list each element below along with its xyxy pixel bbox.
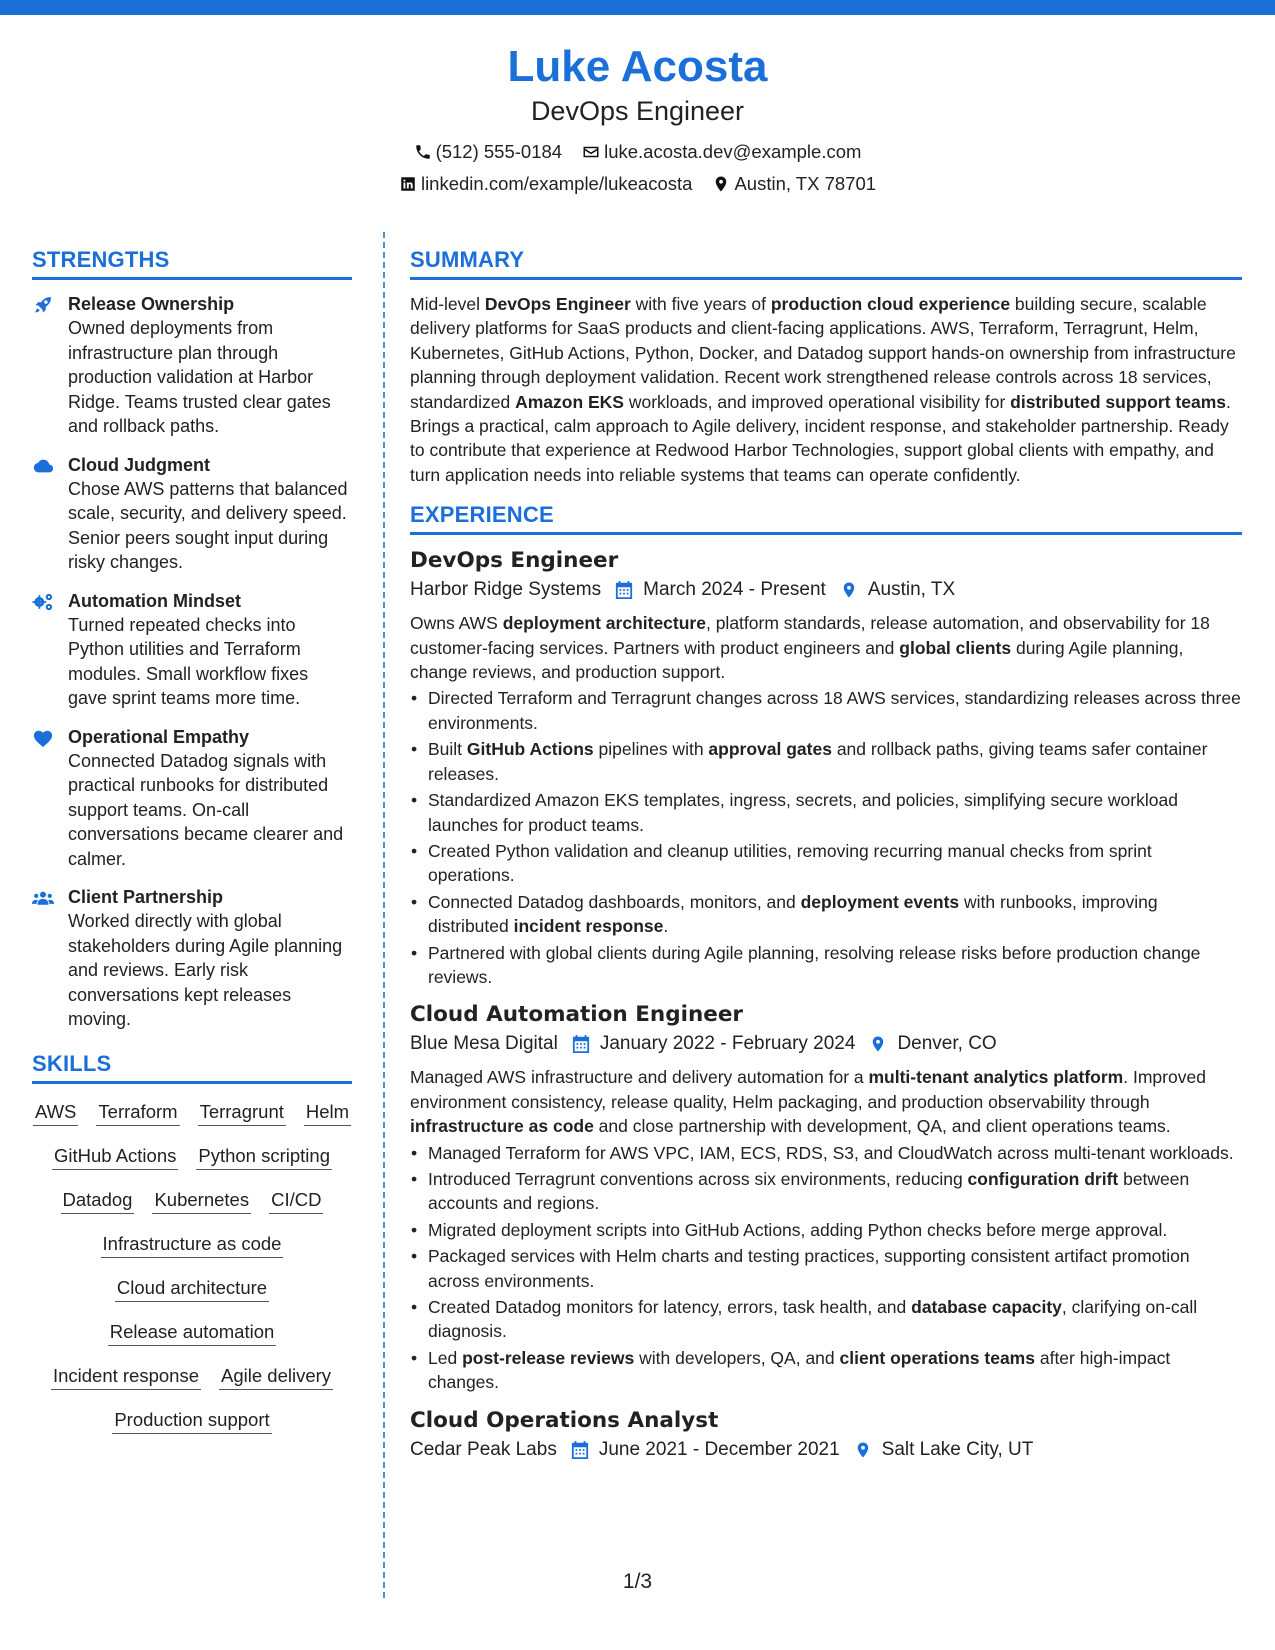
job-meta — [410, 1435, 1242, 1465]
experience-heading: EXPERIENCE — [410, 501, 1242, 535]
summary-heading: SUMMARY — [410, 246, 1242, 280]
strength-name: Cloud Judgment — [68, 454, 210, 475]
job-title: Cloud Operations Analyst — [410, 1407, 719, 1433]
job-dates: March 2024 - Present — [615, 575, 826, 605]
strengths-heading: STRENGTHS — [32, 246, 352, 280]
job-location: Austin, TX — [840, 575, 955, 605]
job-company: Harbor Ridge Systems — [410, 579, 602, 601]
skill-tag: Helm — [304, 1100, 351, 1126]
skill-row — [32, 1408, 352, 1434]
job-bullet: • Introduced Terragrunt conventions across six environments, reducing configuration drift between accounts and regions. — [428, 1167, 1242, 1216]
strength-name: Automation Mindset — [68, 590, 241, 611]
skill-tag: Cloud architecture — [115, 1276, 269, 1302]
skill-tag: Infrastructure as code — [101, 1232, 284, 1258]
candidate-title: DevOps Engineer — [530, 96, 745, 126]
strength-item — [32, 292, 352, 439]
job-entry — [410, 547, 1242, 989]
linkedin-contact[interactable] — [399, 168, 692, 200]
heart-icon — [32, 728, 54, 748]
job-meta — [410, 1029, 1242, 1059]
skill-tag: Datadog — [61, 1188, 135, 1214]
job-bullet: • Created Datadog monitors for latency, errors, task health, and database capacity, clarifying on-call diagnosis. — [428, 1295, 1242, 1344]
strength-name: Release Ownership — [68, 294, 235, 314]
skills-heading: SKILLS — [32, 1050, 352, 1084]
strength-name: Client Partnership — [68, 887, 224, 907]
skill-tag: Terragrunt — [198, 1100, 286, 1126]
skill-tag: Python scripting — [196, 1144, 332, 1170]
job-entry — [410, 1407, 1242, 1465]
job-title: Cloud Automation Engineer — [410, 1002, 744, 1028]
job-bullet: • Directed Terraform and Terragrunt changes across 18 AWS services, standardizing releases across three environments. — [428, 686, 1242, 735]
left-column — [32, 246, 352, 1452]
skill-tag: AWS — [33, 1100, 78, 1126]
job-bullet: • Packaged services with Helm charts and testing practices, supporting consistent artifact promotion across environments. — [428, 1244, 1242, 1293]
right-column — [410, 246, 1242, 1477]
job-description: Owns AWS deployment architecture, platform standards, release automation, and observability for 18 customer-facing services. Partners with product engineers and global clients during Agile planning, change reviews, and production support. — [410, 613, 1210, 683]
rocket-icon — [32, 295, 54, 315]
gears-icon — [32, 592, 54, 612]
job-dates: June 2021 - December 2021 — [571, 1435, 840, 1465]
job-company: Blue Mesa Digital — [410, 1033, 558, 1055]
map-pin-icon — [712, 175, 730, 193]
skills-list — [32, 1100, 352, 1434]
strength-desc: Owned deployments from infrastructure plan through production validation at Harbor Ridge. Teams trusted clear gates and rollback paths. — [68, 318, 331, 436]
calendar-icon — [615, 580, 633, 600]
skill-row — [32, 1100, 352, 1126]
job-location: Salt Lake City, UT — [854, 1435, 1034, 1465]
strength-desc: Worked directly with global stakeholders during Agile planning and reviews. Early risk conversations kept releases moving. — [68, 911, 343, 1029]
skill-tag: GitHub Actions — [52, 1144, 178, 1170]
strength-item — [32, 453, 352, 575]
top-accent-bar — [0, 0, 1275, 15]
skill-row — [32, 1364, 352, 1390]
strength-item — [32, 589, 352, 711]
skill-tag: Agile delivery — [219, 1364, 333, 1390]
email-text: luke.acosta.dev@example.com — [604, 141, 862, 162]
experience-list — [410, 547, 1242, 1464]
job-bullet: • Partnered with global clients during Agile planning, resolving release risks before production change reviews. — [428, 941, 1242, 990]
skill-tag: Release automation — [108, 1320, 277, 1346]
job-bullet: • Managed Terraform for AWS VPC, IAM, ECS, RDS, S3, and CloudWatch across multi-tenant workloads. — [428, 1141, 1242, 1165]
strength-item — [32, 725, 352, 872]
job-location: Denver, CO — [869, 1029, 996, 1059]
job-bullets — [410, 686, 1242, 989]
cloud-icon — [32, 456, 54, 476]
map-pin-icon — [840, 580, 858, 600]
strength-desc: Turned repeated checks into Python utilities and Terraform modules. Small workflow fixes gave sprint teams more time. — [68, 614, 309, 708]
job-company: Cedar Peak Labs — [410, 1438, 557, 1460]
column-divider — [383, 232, 385, 1598]
contact-line-2 — [0, 168, 1275, 200]
location-contact — [712, 168, 876, 200]
phone-contact — [414, 136, 563, 168]
skill-row — [32, 1232, 352, 1258]
summary-text: Mid-level DevOps Engineer with five years of production cloud experience building secure, scalable delivery platforms for SaaS products and client-facing applications. AWS, Terraform, Terragrunt, Helm, Kubernetes, GitHub Actions, Python, Docker, and Datadog support hands-on ownership from infrastructure planning through deployment validation. Recent work strengthened release controls across 18 services, standardized Amazon EKS workloads, and improved operational visibility for distributed support teams. Brings a practical, calm approach to Agile delivery, incident response, and stakeholder partnership. Ready to contribute that experience at Redwood Harbor Technologies, support global clients with empathy, and turn application needs into reliable systems that teams can operate confidently. — [410, 294, 1236, 485]
job-bullets — [410, 1141, 1242, 1395]
strength-item — [32, 885, 352, 1032]
resume-header — [0, 40, 1275, 200]
candidate-name: Luke Acosta — [507, 42, 768, 91]
linkedin-icon — [399, 175, 417, 193]
skill-row — [32, 1144, 352, 1170]
skill-tag: Terraform — [96, 1100, 179, 1126]
phone-icon — [414, 143, 432, 161]
email-contact[interactable] — [582, 136, 861, 168]
linkedin-text: linkedin.com/example/lukeacosta — [420, 173, 693, 194]
skill-row — [32, 1188, 352, 1214]
strength-desc: Connected Datadog signals with practical runbooks for distributed support teams. On-call conversations became clearer and calmer. — [68, 750, 344, 869]
map-pin-icon — [854, 1440, 872, 1460]
page-number: 1/3 — [622, 1570, 653, 1593]
calendar-icon — [571, 1440, 589, 1460]
job-description: Managed AWS infrastructure and delivery automation for a multi-tenant analytics platform. Improved environment consistency, release quality, Helm packaging, and production observability through infrastructure as code and close partnership with development, QA, and client operations teams. — [410, 1067, 1206, 1137]
people-icon — [32, 888, 54, 908]
skill-row — [32, 1276, 352, 1302]
job-bullet: • Built GitHub Actions pipelines with approval gates and rollback paths, giving teams safer container releases. — [428, 737, 1242, 786]
calendar-icon — [572, 1034, 590, 1054]
job-entry — [410, 1001, 1242, 1394]
phone-text: (512) 555-0184 — [435, 141, 563, 162]
job-meta — [410, 575, 1242, 605]
map-pin-icon — [869, 1034, 887, 1054]
job-title: DevOps Engineer — [410, 548, 619, 574]
envelope-icon — [582, 143, 600, 161]
location-text: Austin, TX 78701 — [734, 173, 877, 194]
skill-row — [32, 1320, 352, 1346]
skill-tag: Kubernetes — [152, 1188, 251, 1214]
job-bullet: • Migrated deployment scripts into GitHub Actions, adding Python checks before merge approval. — [428, 1218, 1242, 1242]
job-bullet: • Created Python validation and cleanup utilities, removing recurring manual checks from sprint operations. — [428, 839, 1242, 888]
job-dates: January 2022 - February 2024 — [572, 1029, 856, 1059]
skill-tag: CI/CD — [269, 1188, 323, 1214]
strength-name: Operational Empathy — [68, 726, 250, 747]
skill-tag: Production support — [112, 1408, 271, 1434]
job-bullet: • Led post-release reviews with developers, QA, and client operations teams after high-impact changes. — [428, 1346, 1242, 1395]
job-bullet: • Standardized Amazon EKS templates, ingress, secrets, and policies, simplifying secure workload launches for product teams. — [428, 788, 1242, 837]
contact-line-1 — [0, 136, 1275, 168]
job-bullet: • Connected Datadog dashboards, monitors, and deployment events with runbooks, improving distributed incident response. — [428, 890, 1242, 939]
skill-tag: Incident response — [51, 1364, 201, 1390]
strength-desc: Chose AWS patterns that balanced scale, security, and delivery speed. Senior peers sought input during risky changes. — [68, 478, 348, 572]
